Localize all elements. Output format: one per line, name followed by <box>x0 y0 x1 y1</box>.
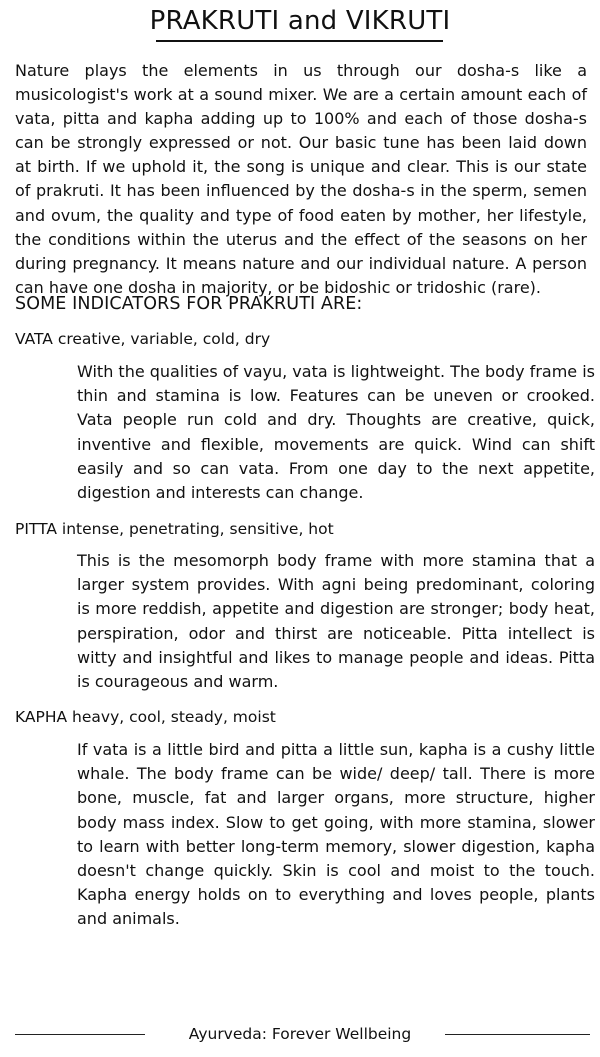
dosha-name: PITTA <box>15 520 57 538</box>
dosha-heading-pitta <box>15 518 334 540</box>
dosha-traits: creative, variable, cold, dry <box>57 330 271 348</box>
page-title: PRAKRUTI and VIKRUTI <box>149 6 451 36</box>
dosha-description-kapha: If vata is a little bird and pitta a little sun, kapha is a cushy little whale. The body frame can be wide/ deep/ tall. There is more bone, muscle, fat and larger organs, more structure, higher body mass index. Slow to get going, with more stamina, slower to learn with better long-term memory, slower digestion, kapha doesn't change quickly. Skin is cool and moist to the touch. Kapha energy holds on to everything and loves people, plants and animals. <box>77 740 595 929</box>
intro-paragraph: Nature plays the elements in us through our dosha-s like a musicologist's work at a sound mixer. We are a certain amount each of vata, pitta and kapha adding up to 100% and each of those dosha-s can be strongly expressed or not. Our basic tune has been laid down at birth. If we uphold it, the song is unique and clear. This is our state of prakruti. It has been influenced by the dosha-s in the sperm, semen and ovum, the quality and type of food eaten by mother, her lifestyle, the conditions within the uterus and the effect of the seasons on her during pregnancy. It means nature and our individual nature. A person can have one dosha in majority, or be bidoshic or tridoshic (rare). <box>15 61 587 297</box>
section-heading: SOME INDICATORS FOR PRAKRUTI ARE: <box>15 294 363 314</box>
dosha-traits: heavy, cool, steady, moist <box>72 708 276 726</box>
footer-rule-right <box>445 1034 590 1035</box>
dosha-description-pitta: This is the mesomorph body frame with more stamina that a larger system provides. With agni being predominant, coloring is more reddish, appetite and digestion are stronger; body heat, perspiration, odor and thirst are noticeable. Pitta intellect is witty and insightful and likes to manage people and ideas. Pitta is courageous and warm. <box>77 551 595 692</box>
running-footer: Ayurveda: Forever Wellbeing <box>188 1025 412 1043</box>
dosha-description-vata: With the qualities of vayu, vata is lightweight. The body frame is thin and stamina is low. Features can be uneven or crooked. Vata people run cold and dry. Thoughts are creative, quick, inventive and flexible, movements are quick. Wind can shift easily and so can vata. From one day to the next appetite, digestion and interests can change. <box>77 362 595 503</box>
dosha-name: KAPHA <box>15 708 68 726</box>
title-underline <box>156 40 443 42</box>
dosha-heading-kapha <box>15 706 276 728</box>
dosha-heading-vata <box>15 328 270 350</box>
dosha-traits: intense, penetrating, sensitive, hot <box>61 520 334 538</box>
dosha-name: VATA <box>15 330 53 348</box>
